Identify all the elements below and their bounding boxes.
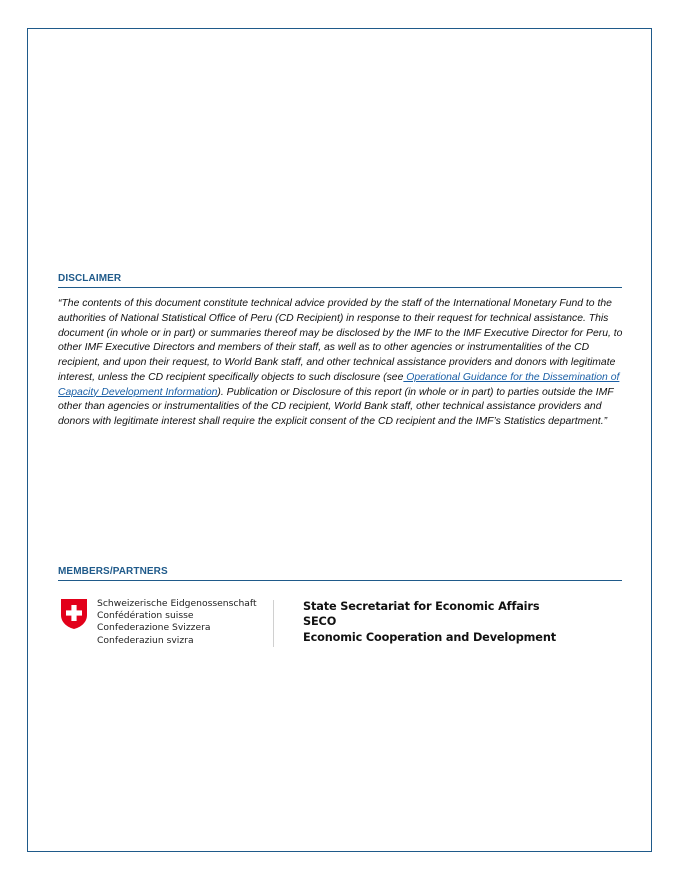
page-border <box>27 28 652 852</box>
swiss-confederation-names <box>97 598 257 647</box>
swiss-name-romansh: Confederaziun svizra <box>97 634 194 646</box>
seco-line-2: SECO <box>303 615 337 629</box>
swiss-name-italian: Confederazione Svizzera <box>97 622 211 634</box>
seco-line-1: State Secretariat for Economic Affairs <box>303 600 540 613</box>
swiss-flag-icon <box>60 598 88 630</box>
seco-logo-text <box>303 599 556 645</box>
disclaimer-text-part-2: ). Publication or Disclosure of this report (in whole or in part) to parties outside the IMF other than agencies or instrumentalities of the CD recipient, World Bank staff, other technical assistance providers and donors with legitimate interest shall require the explicit consent of the CD recipient and the IMF’s Statistics department.” <box>58 386 614 427</box>
seco-line-3: Economic Cooperation and Development <box>303 630 556 644</box>
disclaimer-heading: DISCLAIMER <box>58 273 622 288</box>
swiss-confederation-logo <box>60 598 275 648</box>
disclaimer-text-part-1: “The contents of this document constitute technical advice provided by the staff of the International Monetary Fund to the authorities of National Statistical Office of Peru (CD Recipient) in response to their request for technical assistance. This document (in whole or in part) or summaries thereof may be disclosed by the IMF to the IMF Executive Director for Peru, to other IMF Executive Directors and members of their staff, as well as to other agencies or instrumentalities of the CD recipient, and upon their request, to World Bank staff, and other technical assistance providers and donors with legitimate interest, unless the CD recipient specifically objects to such disclosure (see <box>58 298 623 383</box>
swiss-name-french: Confédération suisse <box>97 610 194 622</box>
swiss-name-german: Schweizerische Eidgenossenschaft <box>97 598 257 609</box>
disclaimer-text <box>58 297 624 430</box>
members-partners-heading: MEMBERS/PARTNERS <box>58 566 622 581</box>
logo-divider <box>273 600 274 647</box>
operational-guidance-link[interactable]: Operational Guidance for the Dissemination of Capacity Development Information <box>58 371 620 398</box>
